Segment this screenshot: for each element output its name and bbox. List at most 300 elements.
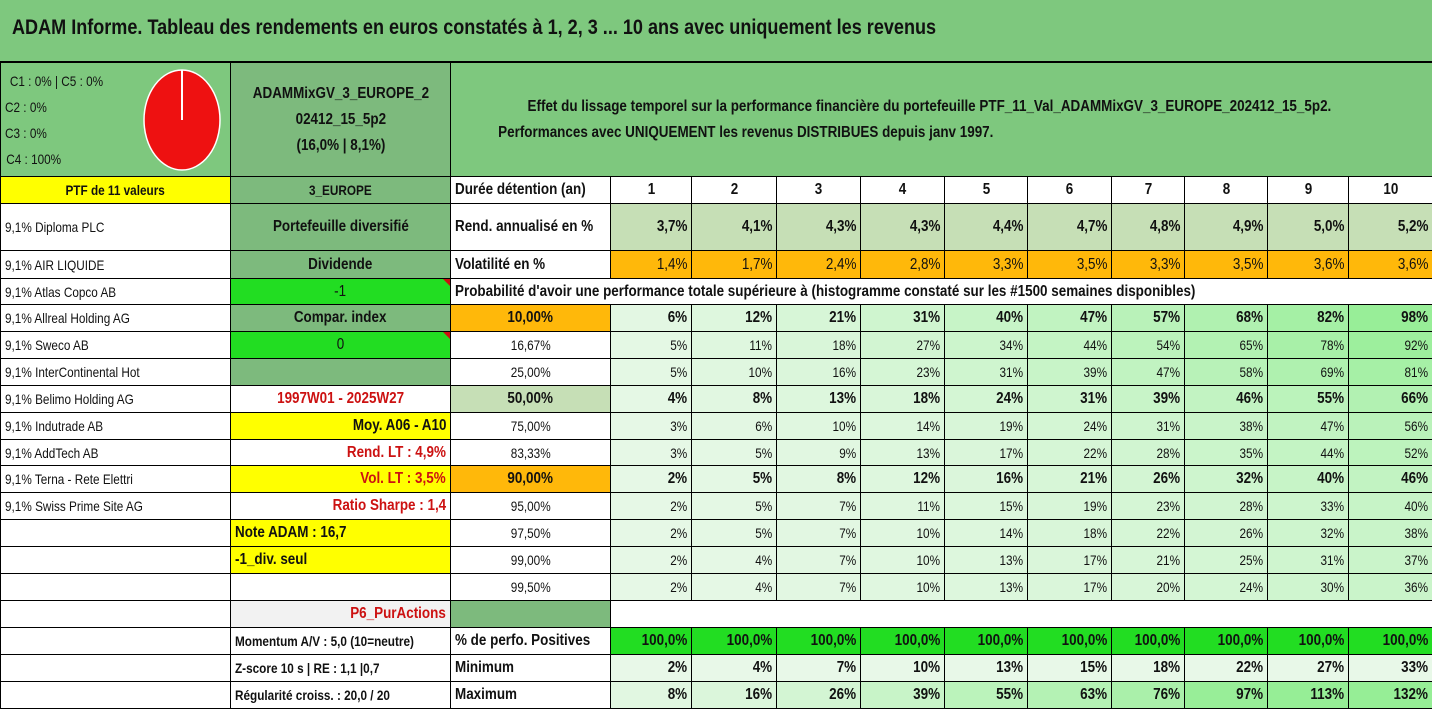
probability-value[interactable] xyxy=(691,304,777,332)
rend-value-8-text: 4,9% xyxy=(1232,218,1263,235)
holding-row-7-text: 9,1% Belimo Holding AG xyxy=(5,391,134,407)
probability-threshold-5-text: 75,00% xyxy=(510,418,551,434)
probability-value[interactable] xyxy=(1267,573,1349,601)
duration-label[interactable] xyxy=(450,176,611,204)
year-header-9-text: 9 xyxy=(1304,181,1312,198)
probability-value[interactable] xyxy=(944,519,1028,547)
year-header-2[interactable] xyxy=(691,176,777,204)
probability-value[interactable] xyxy=(1184,358,1268,386)
probability-value[interactable] xyxy=(1348,546,1432,574)
rend-value-10-text: 5,2% xyxy=(1397,218,1428,235)
empty-cell[interactable] xyxy=(0,600,231,628)
maximum-value[interactable] xyxy=(776,681,861,709)
probability-value[interactable] xyxy=(776,546,861,574)
probability-threshold-7[interactable] xyxy=(450,465,611,493)
year-header-4-text: 4 xyxy=(898,181,907,198)
probability-threshold-9-text: 97,50% xyxy=(510,525,551,541)
minimum-value[interactable] xyxy=(691,654,777,682)
probability-value[interactable] xyxy=(610,412,692,440)
probability-threshold-8[interactable] xyxy=(450,492,611,520)
probability-value[interactable] xyxy=(860,358,945,386)
probability-value[interactable] xyxy=(944,358,1028,386)
holding-row-2[interactable] xyxy=(0,250,231,279)
probability-value-text: 46% xyxy=(1236,390,1263,407)
probability-value[interactable] xyxy=(776,358,861,386)
vol-value-3-text: 2,4% xyxy=(825,255,856,273)
div-seul-cell[interactable] xyxy=(230,546,451,574)
pie-legend-line-4: C4 : 100% xyxy=(6,150,62,167)
score-cell-1[interactable] xyxy=(230,278,451,305)
maximum-value[interactable] xyxy=(610,681,692,709)
compar-index-cell-text: Compar. index xyxy=(294,309,387,326)
score-cell-2[interactable] xyxy=(230,331,451,359)
probability-value-text: 56% xyxy=(1404,418,1428,434)
year-header-10[interactable] xyxy=(1348,176,1432,204)
year-header-10-text: 10 xyxy=(1383,181,1398,198)
regularite-cell-text: Régularité croiss. : 20,0 / 20 xyxy=(235,687,390,703)
probability-value[interactable] xyxy=(1111,573,1185,601)
probability-value-text: 65% xyxy=(1239,337,1263,353)
diversified-cell[interactable] xyxy=(230,203,451,251)
probability-value[interactable] xyxy=(610,304,692,332)
positive-perf-value[interactable] xyxy=(1027,627,1112,655)
probability-value[interactable] xyxy=(776,412,861,440)
probability-value[interactable] xyxy=(691,573,777,601)
blank-green-cell[interactable] xyxy=(450,600,611,628)
ptf-label[interactable] xyxy=(0,176,231,204)
rend-label[interactable] xyxy=(450,203,611,251)
maximum-label[interactable] xyxy=(450,681,611,709)
positive-perf-value[interactable] xyxy=(691,627,777,655)
maximum-value[interactable] xyxy=(1027,681,1112,709)
probability-value[interactable] xyxy=(860,546,945,574)
holding-row-8[interactable] xyxy=(0,412,231,440)
probability-value[interactable] xyxy=(944,546,1028,574)
probability-value[interactable] xyxy=(1111,439,1185,466)
probability-value[interactable] xyxy=(1348,519,1432,547)
maximum-value[interactable] xyxy=(1267,681,1349,709)
probability-value[interactable] xyxy=(776,519,861,547)
probability-value[interactable] xyxy=(860,304,945,332)
holding-row-5[interactable] xyxy=(0,331,231,359)
probability-value[interactable] xyxy=(1184,304,1268,332)
probability-threshold-11[interactable] xyxy=(450,573,611,601)
probability-value-text: 57% xyxy=(1153,309,1180,326)
probability-value[interactable] xyxy=(610,492,692,520)
minimum-value[interactable] xyxy=(860,654,945,682)
probability-value-text: 19% xyxy=(1083,498,1107,514)
probability-value[interactable] xyxy=(1348,412,1432,440)
probability-value[interactable] xyxy=(860,331,945,359)
holding-row-3[interactable] xyxy=(0,278,231,305)
year-header-9[interactable] xyxy=(1267,176,1349,204)
probability-value[interactable] xyxy=(1348,358,1432,386)
year-header-7[interactable] xyxy=(1111,176,1185,204)
maximum-value[interactable] xyxy=(1111,681,1185,709)
probability-value[interactable] xyxy=(1027,385,1112,413)
holding-row-6-text: 9,1% InterContinental Hot xyxy=(5,364,140,380)
probability-value[interactable] xyxy=(1267,465,1349,493)
empty-cell[interactable] xyxy=(0,546,231,574)
probability-value[interactable] xyxy=(1184,519,1268,547)
probability-value[interactable] xyxy=(691,412,777,440)
positive-perf-value[interactable] xyxy=(860,627,945,655)
minimum-value[interactable] xyxy=(610,654,692,682)
probability-value[interactable] xyxy=(944,573,1028,601)
probability-value-text: 11% xyxy=(749,337,772,353)
probability-value[interactable] xyxy=(860,465,945,493)
probability-value[interactable] xyxy=(776,439,861,466)
probability-value-text: 36% xyxy=(1404,579,1428,595)
year-header-6[interactable] xyxy=(1027,176,1112,204)
vol-value-6-text: 3,5% xyxy=(1076,255,1107,273)
probability-value[interactable] xyxy=(860,519,945,547)
dividend-cell[interactable] xyxy=(230,250,451,279)
probability-value-text: 31% xyxy=(1156,418,1180,434)
probability-value[interactable] xyxy=(1027,412,1112,440)
portfolio-name-box-line-2: 02412_15_5p2 xyxy=(295,110,386,128)
probability-value[interactable] xyxy=(776,465,861,493)
probability-value[interactable] xyxy=(1348,331,1432,359)
probability-value-text: 3% xyxy=(670,444,687,461)
probability-value[interactable] xyxy=(691,546,777,574)
rend-value-7[interactable] xyxy=(1111,203,1185,251)
probability-value[interactable] xyxy=(944,439,1028,466)
probability-value-text: 98% xyxy=(1401,309,1428,326)
minimum-label[interactable] xyxy=(450,654,611,682)
rend-value-2[interactable] xyxy=(691,203,777,251)
probability-value-text: 26% xyxy=(1153,470,1180,487)
positive-perf-value[interactable] xyxy=(1348,627,1432,655)
probability-value[interactable] xyxy=(1348,385,1432,413)
probability-value-text: 2% xyxy=(670,498,687,514)
minimum-value[interactable] xyxy=(1348,654,1432,682)
probability-value[interactable] xyxy=(1184,412,1268,440)
positive-perf-value[interactable] xyxy=(944,627,1028,655)
probability-value[interactable] xyxy=(1267,304,1349,332)
vol-value-8[interactable] xyxy=(1184,250,1268,279)
minimum-label-text: Minimum xyxy=(455,659,514,676)
holding-row-9[interactable] xyxy=(0,439,231,466)
vol-value-3[interactable] xyxy=(776,250,861,279)
period-cell[interactable] xyxy=(230,385,451,413)
probability-value[interactable] xyxy=(1027,519,1112,547)
probability-value[interactable] xyxy=(1111,304,1185,332)
probability-value[interactable] xyxy=(1184,492,1268,520)
positive-perf-label[interactable] xyxy=(450,627,611,655)
empty-cell[interactable] xyxy=(0,627,231,655)
probability-value[interactable] xyxy=(691,385,777,413)
probability-value[interactable] xyxy=(1184,573,1268,601)
probability-value[interactable] xyxy=(944,492,1028,520)
probability-value[interactable] xyxy=(1027,358,1112,386)
pie-legend-line-3: C3 : 0% xyxy=(4,124,47,141)
empty-cell[interactable] xyxy=(0,681,231,709)
positive-perf-value[interactable] xyxy=(1184,627,1268,655)
vol-lt-cell[interactable] xyxy=(230,465,451,493)
maximum-value-text: 26% xyxy=(829,686,856,703)
probability-value[interactable] xyxy=(860,385,945,413)
dividend-cell-text: Dividende xyxy=(308,255,373,273)
year-header-5[interactable] xyxy=(944,176,1028,204)
probability-value-text: 22% xyxy=(1156,525,1180,541)
probability-value[interactable] xyxy=(1348,439,1432,466)
probability-value-text: 24% xyxy=(1239,579,1263,595)
probability-value[interactable] xyxy=(1027,439,1112,466)
probability-value[interactable] xyxy=(1267,385,1349,413)
year-header-4[interactable] xyxy=(860,176,945,204)
duration-label-text: Durée détention (an) xyxy=(455,181,586,198)
probability-value-text: 7% xyxy=(839,498,856,514)
minimum-value[interactable] xyxy=(1267,654,1349,682)
vol-value-2[interactable] xyxy=(691,250,777,279)
positive-perf-value[interactable] xyxy=(1111,627,1185,655)
rend-value-5[interactable] xyxy=(944,203,1028,251)
probability-value-text: 25% xyxy=(1239,552,1263,568)
probability-value[interactable] xyxy=(691,358,777,386)
holding-row-11[interactable] xyxy=(0,492,231,520)
holding-row-10[interactable] xyxy=(0,465,231,493)
probability-value[interactable] xyxy=(1027,573,1112,601)
probability-value[interactable] xyxy=(1348,573,1432,601)
probability-value-text: 10% xyxy=(916,525,940,541)
vol-label[interactable] xyxy=(450,250,611,279)
probability-value[interactable] xyxy=(1348,492,1432,520)
probability-value[interactable] xyxy=(1027,465,1112,493)
year-header-8[interactable] xyxy=(1184,176,1268,204)
probability-value[interactable] xyxy=(1267,439,1349,466)
probability-value[interactable] xyxy=(776,573,861,601)
holding-row-6[interactable] xyxy=(0,358,231,386)
holding-row-4[interactable] xyxy=(0,304,231,332)
probability-value[interactable] xyxy=(944,465,1028,493)
probability-value[interactable] xyxy=(1111,519,1185,547)
probability-value-text: 11% xyxy=(917,498,940,514)
probability-value-text: 54% xyxy=(1156,337,1180,353)
probability-value[interactable] xyxy=(610,331,692,359)
probability-value-text: 2% xyxy=(670,552,687,568)
probability-value[interactable] xyxy=(691,465,777,493)
positive-perf-value[interactable] xyxy=(776,627,861,655)
positive-perf-value[interactable] xyxy=(1267,627,1349,655)
probability-value[interactable] xyxy=(1267,519,1349,547)
sharpe-cell[interactable] xyxy=(230,492,451,520)
rend-value-10[interactable] xyxy=(1348,203,1432,251)
rend-value-8[interactable] xyxy=(1184,203,1268,251)
probability-value[interactable] xyxy=(1027,492,1112,520)
momentum-cell[interactable] xyxy=(230,627,451,655)
probability-value-text: 40% xyxy=(1317,470,1344,487)
probability-value[interactable] xyxy=(610,358,692,386)
probability-value[interactable] xyxy=(1027,546,1112,574)
probability-value[interactable] xyxy=(944,304,1028,332)
minimum-value[interactable] xyxy=(1027,654,1112,682)
maximum-value[interactable] xyxy=(1184,681,1268,709)
vol-value-4[interactable] xyxy=(860,250,945,279)
probability-value[interactable] xyxy=(860,492,945,520)
probability-value-text: 24% xyxy=(1083,418,1107,434)
probability-value[interactable] xyxy=(1267,331,1349,359)
probability-value-text: 69% xyxy=(1320,364,1344,380)
probability-value[interactable] xyxy=(610,465,692,493)
probability-value[interactable] xyxy=(944,412,1028,440)
maximum-value[interactable] xyxy=(691,681,777,709)
empty-cell[interactable] xyxy=(230,573,451,601)
probability-value[interactable] xyxy=(1111,492,1185,520)
probability-value[interactable] xyxy=(1111,331,1185,359)
probability-value[interactable] xyxy=(1184,385,1268,413)
probability-value[interactable] xyxy=(610,573,692,601)
probability-value[interactable] xyxy=(944,385,1028,413)
vol-lt-cell-text: Vol. LT : 3,5% xyxy=(360,470,446,487)
probability-value-text: 7% xyxy=(839,552,856,568)
rend-value-5-text: 4,4% xyxy=(992,218,1023,235)
probability-value-text: 21% xyxy=(829,309,856,326)
probability-threshold-9[interactable] xyxy=(450,519,611,547)
maximum-value[interactable] xyxy=(944,681,1028,709)
probability-value[interactable] xyxy=(1348,304,1432,332)
moy-cell-text: Moy. A06 - A10 xyxy=(352,417,446,434)
p6-cell[interactable] xyxy=(230,600,451,628)
vol-value-6[interactable] xyxy=(1027,250,1112,279)
probability-value-text: 44% xyxy=(1320,444,1344,461)
positive-perf-value-text: 100,0% xyxy=(641,632,687,649)
probability-value-text: 14% xyxy=(999,525,1023,541)
probability-value[interactable] xyxy=(776,304,861,332)
probability-threshold-1[interactable] xyxy=(450,304,611,332)
minimum-value[interactable] xyxy=(1184,654,1268,682)
probability-value[interactable] xyxy=(1267,492,1349,520)
empty-cell[interactable] xyxy=(0,573,231,601)
vol-value-5[interactable] xyxy=(944,250,1028,279)
probability-value[interactable] xyxy=(1267,546,1349,574)
zscore-cell[interactable] xyxy=(230,654,451,682)
region-cell-text: 3_EUROPE xyxy=(309,182,372,198)
probability-value[interactable] xyxy=(1267,358,1349,386)
probability-value-text: 31% xyxy=(1080,390,1107,407)
probability-header[interactable] xyxy=(450,278,1432,305)
positive-perf-value[interactable] xyxy=(610,627,692,655)
moy-cell[interactable] xyxy=(230,412,451,440)
probability-value-text: 18% xyxy=(832,337,856,353)
note-adam-cell[interactable] xyxy=(230,519,451,547)
probability-value[interactable] xyxy=(1184,546,1268,574)
rend-value-4[interactable] xyxy=(860,203,945,251)
probability-threshold-2[interactable] xyxy=(450,331,611,359)
probability-value[interactable] xyxy=(860,573,945,601)
minimum-value[interactable] xyxy=(944,654,1028,682)
maximum-value[interactable] xyxy=(860,681,945,709)
probability-threshold-5[interactable] xyxy=(450,412,611,440)
probability-value-text: 6% xyxy=(755,418,772,434)
probability-value[interactable] xyxy=(944,331,1028,359)
probability-value[interactable] xyxy=(691,492,777,520)
probability-value[interactable] xyxy=(776,385,861,413)
probability-value-text: 47% xyxy=(1320,418,1344,434)
rend-value-9[interactable] xyxy=(1267,203,1349,251)
probability-value-text: 27% xyxy=(916,337,940,353)
year-header-2-text: 2 xyxy=(730,181,738,198)
compar-index-cell[interactable] xyxy=(230,304,451,332)
report-title: ADAM Informe. Tableau des rendements en euros constatés à 1, 2, 3 ... 10 ans avec uniquement les revenus xyxy=(12,16,937,39)
probability-value-text: 13% xyxy=(829,390,856,407)
vol-value-10[interactable] xyxy=(1348,250,1432,279)
rend-value-1[interactable] xyxy=(610,203,692,251)
probability-value-text: 31% xyxy=(913,309,940,326)
probability-value[interactable] xyxy=(1184,439,1268,466)
minimum-value[interactable] xyxy=(1111,654,1185,682)
blank-green-cell[interactable] xyxy=(230,358,451,386)
probability-value[interactable] xyxy=(1111,465,1185,493)
probability-value[interactable] xyxy=(610,519,692,547)
probability-value-text: 55% xyxy=(1317,390,1344,407)
probability-value[interactable] xyxy=(776,492,861,520)
probability-value[interactable] xyxy=(776,331,861,359)
rend-lt-cell[interactable] xyxy=(230,439,451,466)
vol-value-1-text: 1,4% xyxy=(656,255,687,273)
minimum-value[interactable] xyxy=(776,654,861,682)
portfolio-name-box[interactable] xyxy=(230,62,451,177)
probability-value[interactable] xyxy=(1184,331,1268,359)
region-cell[interactable] xyxy=(230,176,451,204)
probability-value-text: 66% xyxy=(1401,390,1428,407)
probability-value-text: 46% xyxy=(1401,470,1428,487)
probability-value[interactable] xyxy=(1027,304,1112,332)
probability-value[interactable] xyxy=(610,385,692,413)
probability-value[interactable] xyxy=(691,519,777,547)
maximum-value-text: 132% xyxy=(1393,686,1428,703)
probability-value[interactable] xyxy=(860,439,945,466)
probability-value-text: 4% xyxy=(667,390,687,407)
probability-value[interactable] xyxy=(691,331,777,359)
rend-value-6[interactable] xyxy=(1027,203,1112,251)
holding-row-7[interactable] xyxy=(0,385,231,413)
probability-value[interactable] xyxy=(1111,412,1185,440)
probability-threshold-3[interactable] xyxy=(450,358,611,386)
holding-row-5-text: 9,1% Sweco AB xyxy=(5,337,89,353)
probability-threshold-6[interactable] xyxy=(450,439,611,466)
vol-value-7[interactable] xyxy=(1111,250,1185,279)
maximum-value-text: 113% xyxy=(1310,686,1344,703)
probability-value[interactable] xyxy=(860,412,945,440)
probability-value[interactable] xyxy=(610,439,692,466)
probability-value[interactable] xyxy=(1184,465,1268,493)
vol-value-9[interactable] xyxy=(1267,250,1349,279)
probability-value[interactable] xyxy=(1348,465,1432,493)
probability-value[interactable] xyxy=(1267,412,1349,440)
vol-value-1[interactable] xyxy=(610,250,692,279)
year-header-1[interactable] xyxy=(610,176,692,204)
probability-value-text: 6% xyxy=(667,309,687,326)
empty-cell[interactable] xyxy=(0,654,231,682)
rend-value-3[interactable] xyxy=(776,203,861,251)
probability-threshold-4[interactable] xyxy=(450,385,611,413)
year-header-3[interactable] xyxy=(776,176,861,204)
maximum-value[interactable] xyxy=(1348,681,1432,709)
probability-value[interactable] xyxy=(610,546,692,574)
portfolio-description[interactable] xyxy=(450,62,1432,177)
probability-value[interactable] xyxy=(1111,546,1185,574)
positive-perf-value-text: 100,0% xyxy=(1217,632,1263,649)
regularite-cell[interactable] xyxy=(230,681,451,709)
holding-row-1[interactable] xyxy=(0,203,231,251)
probability-value[interactable] xyxy=(1111,358,1185,386)
probability-threshold-10[interactable] xyxy=(450,546,611,574)
probability-value[interactable] xyxy=(1111,385,1185,413)
probability-value[interactable] xyxy=(1027,331,1112,359)
empty-cell[interactable] xyxy=(0,519,231,547)
probability-value[interactable] xyxy=(691,439,777,466)
